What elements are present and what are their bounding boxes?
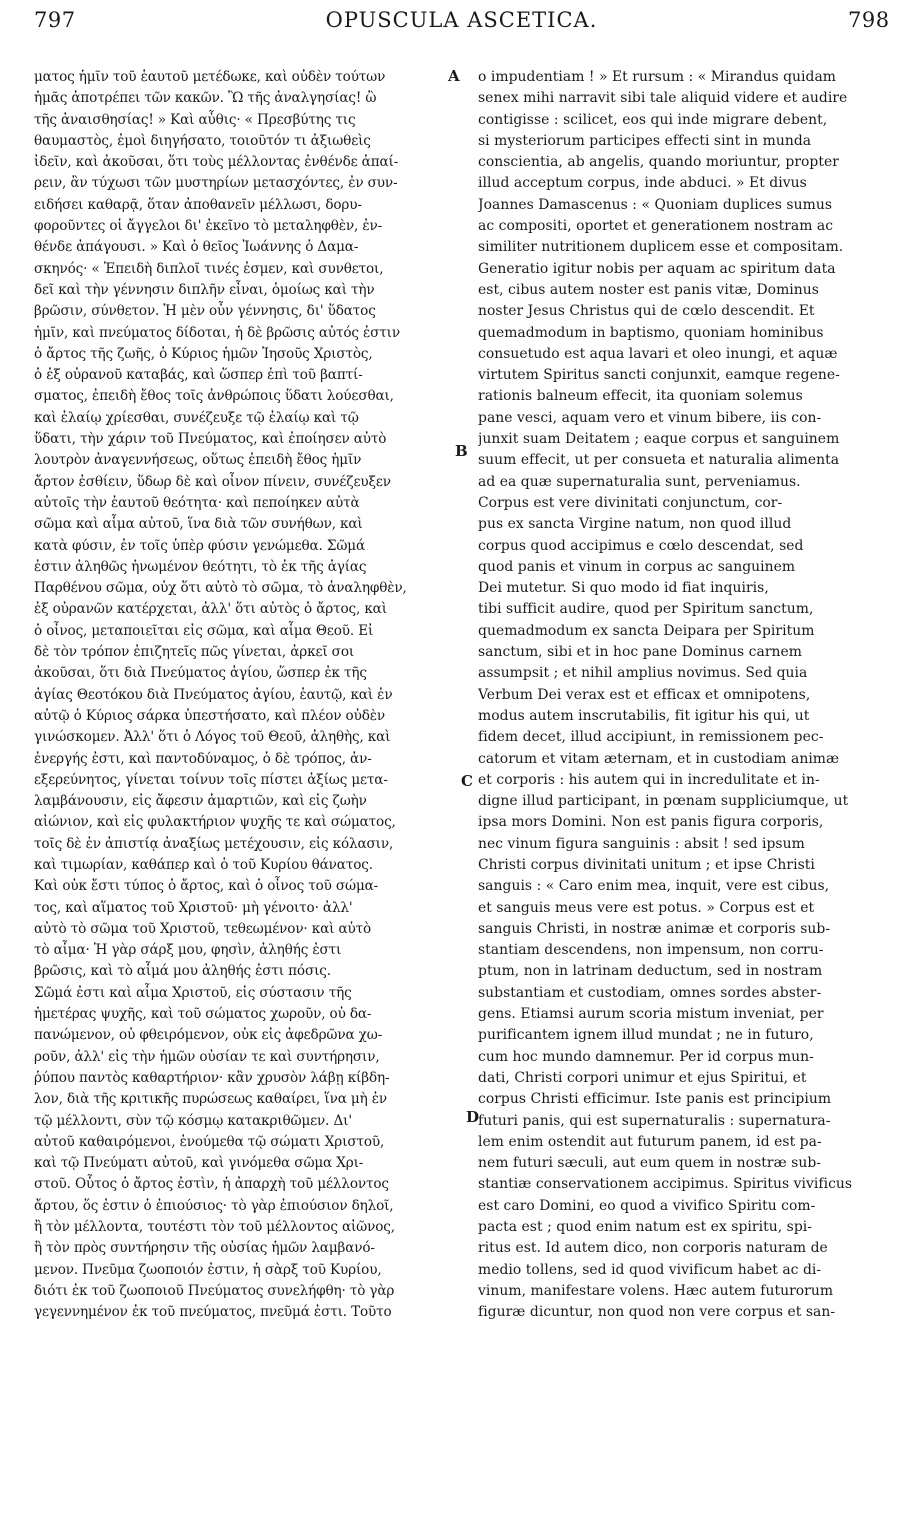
latin-text-line: Generatio igitur nobis per aquam ac spiritum data bbox=[478, 260, 836, 277]
greek-text-line: καὶ τιμωρίαν, καθάπερ καὶ ὁ τοῦ Κυρίου θάνατος. bbox=[34, 856, 373, 873]
greek-text-line: τὸ αἷμα· Ἡ γὰρ σάρξ μου, φησὶν, ἀληθής ἐστι bbox=[34, 942, 342, 959]
greek-text-line: πανώμενον, οὐ φθειρόμενον, οὐκ εἰς ἀφεδρῶνα χω- bbox=[34, 1027, 383, 1044]
latin-text-line: cum hoc mundo damnemur. Per id corpus mun- bbox=[478, 1048, 814, 1065]
latin-text-line: stantiæ conservationem accipimus. Spiritus vivificus bbox=[478, 1176, 853, 1193]
greek-text-line: λουτρὸν ἀναγεννήσεως, οὕτως ἐπειδὴ ἔθος ἡμῖν bbox=[34, 452, 362, 469]
greek-text-line: ρειν, ἂν τύχωσι τῶν μυστηρίων μετασχόντες, ἐν συν- bbox=[34, 175, 398, 192]
section-marker-a: A bbox=[448, 67, 460, 85]
greek-text-line: εξερεύνητος, γίνεται τοίνυν τοῖς πίστει ἀξίως μετα- bbox=[34, 771, 388, 788]
latin-text-line: futuri panis, qui est supernaturalis : supernatura- bbox=[478, 1112, 831, 1129]
greek-text-line: γεγεννημένον ἐκ τοῦ πνεύματος, πνεῦμά ἐστι. Τοῦτο bbox=[34, 1304, 392, 1321]
latin-text-line: similiter nutritionem duplicem esse et compositam. bbox=[478, 239, 844, 256]
greek-text-line: θαυμαστὸς, ἐμοὶ διηγήσατο, τοιοῦτόν τι ἀξιωθεὶς bbox=[34, 132, 371, 149]
latin-text-line: tibi sufficit audire, quod per Spiritum sanctum, bbox=[478, 601, 814, 618]
greek-text-line: σῶμα καὶ αἷμα αὐτοῦ, ἵνα διὰ τῶν συνήθων, καὶ bbox=[34, 516, 363, 533]
latin-text-line: si mysteriorum participes effecti sint in munda bbox=[478, 132, 812, 149]
greek-text-line: τος, καὶ αἵματος τοῦ Χριστοῦ· μὴ γένοιτο· ἀλλ' bbox=[34, 899, 353, 916]
greek-text-line: βρῶσις, καὶ τὸ αἷμά μου ἀληθής ἐστι πόσις. bbox=[34, 963, 331, 980]
latin-text-line: Dei mutetur. Si quo modo id fiat inquiris, bbox=[478, 580, 769, 597]
latin-text-line: et corporis : his autem qui in incredulitate et in- bbox=[478, 771, 820, 788]
greek-text-line: Σῶμά ἐστι καὶ αἷμα Χριστοῦ, εἰς σύστασιν τῆς bbox=[34, 984, 352, 1001]
latin-text-line: illud acceptum corpus, inde abduci. » Et divus bbox=[478, 175, 807, 192]
latin-text-line: virtutem Spiritus sancti conjunxit, eamque regene- bbox=[478, 367, 840, 384]
section-marker-c: C bbox=[461, 772, 473, 790]
page-header bbox=[0, 8, 923, 48]
greek-text-line: ἀκοῦσαι, ὅτι διὰ Πνεύματος ἁγίου, ὥσπερ ἐκ τῆς bbox=[34, 665, 367, 682]
latin-text-line: pus ex sancta Virgine natum, non quod illud bbox=[478, 516, 792, 533]
latin-text-line: assumpsit ; et nihil amplius novimus. Sed quia bbox=[478, 665, 808, 682]
latin-text-line: nem futuri sæculi, aut eum quem in nostræ sub- bbox=[478, 1155, 822, 1172]
latin-column bbox=[478, 67, 878, 1324]
greek-text-line: ὁ ἐξ οὐρανοῦ καταβάς, καὶ ὥσπερ ἐπὶ τοῦ βαπτί- bbox=[34, 367, 363, 384]
latin-text-line: Christi corpus divinitati unitum ; et ipse Christi bbox=[478, 856, 815, 873]
greek-text-line: Παρθένου σῶμα, οὐχ ὅτι αὐτὸ τὸ σῶμα, τὸ ἀναληφθὲν, bbox=[34, 580, 407, 597]
latin-text-line: nec vinum figura sanguinis : absit ! sed ipsum bbox=[478, 835, 805, 852]
greek-text-line: ἁγίας Θεοτόκου διὰ Πνεύματος ἁγίου, ἑαυτῷ, καὶ ἐν bbox=[34, 686, 393, 703]
greek-text-line: αἰώνιον, καὶ εἰς φυλακτήριον ψυχῆς τε καὶ σώματος, bbox=[34, 814, 396, 831]
greek-text-line: ἡμᾶς ἀποτρέπει τῶν κακῶν. Ὢ τῆς ἀναλγησίας! ὢ bbox=[34, 90, 377, 107]
latin-text-line: vinum, manifestare volens. Hæc autem futurorum bbox=[478, 1282, 834, 1299]
latin-text-line: ipsa mors Domini. Non est panis figura corporis, bbox=[478, 814, 824, 831]
latin-text-line: corpus Christi efficimur. Iste panis est principium bbox=[478, 1091, 832, 1108]
latin-text-line: sanguis : « Caro enim mea, inquit, vere est cibus, bbox=[478, 878, 830, 895]
latin-text-line: est, cibus autem noster est panis vitæ, Dominus bbox=[478, 281, 819, 298]
latin-text-line: senex mihi narravit sibi tale aliquid videre et audire bbox=[478, 90, 848, 107]
latin-text-line: purificantem ignem illud mundat ; ne in futuro, bbox=[478, 1027, 814, 1044]
greek-text-line: ἢ τὸν πρὸς συντήρησιν τῆς οὐσίας ἡμῶν λαμβανό- bbox=[34, 1240, 375, 1257]
latin-text-line: o impudentiam ! » Et rursum : « Mirandus quidam bbox=[478, 69, 837, 85]
latin-text-line: et sanguis meus vere est potus. » Corpus est et bbox=[478, 899, 815, 916]
latin-text-line: Corpus est vere divinitati conjunctum, cor- bbox=[478, 494, 783, 511]
latin-text-line: catorum et vitam æternam, et in custodiam animæ bbox=[478, 750, 840, 767]
greek-text-line: φοροῦντες οἱ ἄγγελοι δι' ἐκεῖνο τὸ μεταληφθὲν, ἐν- bbox=[34, 218, 383, 235]
greek-text-line: ὕδατι, τὴν χάριν τοῦ Πνεύματος, καὶ ἐποίησεν αὐτὸ bbox=[34, 431, 387, 448]
latin-text-line: suum effecit, ut per consueta et naturalia alimenta bbox=[478, 452, 840, 469]
greek-text-line: γινώσκομεν. Ἀλλ' ὅτι ὁ Λόγος τοῦ Θεοῦ, ἀληθὴς, καὶ bbox=[34, 729, 391, 746]
greek-text-line: αὐτοῖς τὴν ἑαυτοῦ θεότητα· καὶ πεποίηκεν αὐτὰ bbox=[34, 494, 360, 511]
greek-text-line: ἄρτου, ὅς ἐστιν ὁ ἐπιούσιος· τὸ γὰρ ἐπιούσιον δηλοῖ, bbox=[34, 1197, 394, 1214]
latin-text-line: quod panis et vinum in corpus ac sanguinem bbox=[478, 558, 796, 575]
greek-text-line: τοῖς δὲ ἐν ἀπιστίᾳ ἀναξίως μετέχουσιν, εἰς κόλασιν, bbox=[34, 835, 394, 852]
greek-text-line: αὐτοῦ καθαιρόμενοι, ἑνούμεθα τῷ σώματι Χριστοῦ, bbox=[34, 1133, 385, 1150]
latin-text-line: figuræ dicuntur, non quod non vere corpus et san- bbox=[478, 1304, 836, 1321]
greek-text-line: ἐνεργής ἐστι, καὶ παντοδύναμος, ὁ δὲ τρόπος, ἀν- bbox=[34, 750, 372, 767]
greek-text-line: ἡμῖν, καὶ πνεύματος δίδοται, ἡ δὲ βρῶσις αὐτός ἐστιν bbox=[34, 324, 400, 341]
greek-text-line: αὐτῷ ὁ Κύριος σάρκα ὑπεστήσατο, καὶ πλέον οὐδὲν bbox=[34, 707, 386, 724]
greek-text-line: καὶ τῷ Πνεύματι αὐτοῦ, καὶ γινόμεθα σῶμα Χρι- bbox=[34, 1155, 364, 1172]
greek-text-line: θένδε ἀπάγουσι. » Καὶ ὁ θεῖος Ἰωάννης ὁ Δαμα- bbox=[34, 239, 359, 256]
latin-text-line: pane vesci, aquam vero et vinum bibere, iis con- bbox=[478, 409, 822, 426]
latin-text-line: corpus quod accipimus e cœlo descendat, sed bbox=[478, 537, 804, 554]
latin-text-line: est caro Domini, eo quod a vivifico Spiritu com- bbox=[478, 1197, 816, 1214]
latin-text-line: medio tollens, sed id quod vivificum habet ac di- bbox=[478, 1261, 822, 1278]
greek-text-line: κατὰ φύσιν, ἐν τοῖς ὑπὲρ φύσιν γενώμεθα. Σῶμά bbox=[34, 537, 365, 554]
greek-text-line: ἐστιν ἀληθῶς ἡνωμένον θεότητι, τὸ ἐκ τῆς ἁγίας bbox=[34, 558, 367, 575]
latin-text-line: consuetudo est aqua lavari et oleo inungi, et aquæ bbox=[478, 345, 838, 362]
greek-text-line: λαμβάνουσιν, εἰς ἄφεσιν ἁμαρτιῶν, καὶ εἰς ζωὴν bbox=[34, 793, 367, 810]
greek-text-line: ματος ἡμῖν τοῦ ἑαυτοῦ μετέδωκε, καὶ οὐδὲν τούτων bbox=[34, 69, 386, 85]
greek-text-line: καὶ ἐλαίῳ χρίεσθαι, συνέζευξε τῷ ἐλαίῳ καὶ τῷ bbox=[34, 409, 359, 426]
latin-text-line: sanctum, sibi et in hoc pane Dominus carnem bbox=[478, 644, 803, 661]
greek-text-line: ειδήσει καθαρᾷ, ὅταν ἀποθανεῖν μέλλωσι, δορυ- bbox=[34, 196, 362, 213]
greek-text-line: ἐξ οὐρανῶν κατέρχεται, ἀλλ' ὅτι αὐτὸς ὁ ἄρτος, καὶ bbox=[34, 601, 387, 618]
greek-text-line: ἰδεῖν, καὶ ἀκοῦσαι, ὅτι τοὺς μέλλοντας ἐνθένδε ἀπαί- bbox=[34, 154, 399, 171]
greek-text-line: ἄρτον ἐσθίειν, ὕδωρ δὲ καὶ οἶνον πίνειν, συνέζευξεν bbox=[34, 473, 391, 490]
latin-text-line: noster Jesus Christus qui de cœlo descendit. Et bbox=[478, 303, 815, 320]
latin-text-line: ad ea quæ supernaturalia sunt, perveniamus. bbox=[478, 473, 801, 490]
greek-text-line: τῆς ἀναισθησίας! » Καὶ αὖθις· « Πρεσβύτης τις bbox=[34, 111, 356, 128]
latin-text-line: ac compositi, oportet et generationem nostram ac bbox=[478, 218, 834, 235]
latin-text-line: rationis balneum effecit, ita quoniam solemus bbox=[478, 388, 803, 405]
latin-text-line: gens. Etiamsi aurum scoria mistum inveniat, per bbox=[478, 1006, 824, 1023]
latin-text-line: lem enim ostendit aut futurum panem, id est pa- bbox=[478, 1133, 822, 1150]
greek-text-line: μενον. Πνεῦμα ζωοποιόν ἐστιν, ἡ σὰρξ τοῦ Κυρίου, bbox=[34, 1261, 382, 1278]
latin-text-line: quemadmodum in baptismo, quoniam hominibus bbox=[478, 324, 824, 341]
greek-text-line: σκηνός· « Ἐπειδὴ διπλοῖ τινές ἐσμεν, καὶ συνθετοι, bbox=[34, 260, 384, 277]
greek-text-line: λον, διὰ τῆς κριτικῆς πυρώσεως καθαίρει, ἵνα μὴ ἐν bbox=[34, 1091, 388, 1108]
greek-text-line: δὲ τὸν τρόπον ἐπιζητεῖς πῶς γίνεται, ἀρκεῖ σοι bbox=[34, 644, 355, 661]
latin-text-line: quemadmodum ex sancta Deipara per Spiritum bbox=[478, 622, 815, 639]
greek-text-line: ῥύπου παντὸς καθαρτήριον· κἂν χρυσὸν λάβῃ κίβδη- bbox=[34, 1069, 390, 1086]
greek-column bbox=[34, 67, 460, 1324]
latin-text-line: substantiam et custodiam, omnes sordes abster- bbox=[478, 984, 822, 1001]
greek-text-line: ἢ τὸν μέλλοντα, τουτέστι τὸν τοῦ μέλλοντος αἰῶνος, bbox=[34, 1219, 395, 1236]
greek-text-line: ἡμετέρας ψυχῆς, καὶ τοῦ σώματος χωροῦν, οὐ δα- bbox=[34, 1006, 372, 1023]
left-page-number: 797 bbox=[34, 8, 76, 32]
greek-text-line: Καὶ οὐκ ἔστι τύπος ὁ ἄρτος, καὶ ὁ οἶνος τοῦ σώμα- bbox=[34, 878, 379, 895]
greek-text-line: ὁ οἶνος, μεταποιεῖται εἰς σῶμα, καὶ αἷμα Θεοῦ. Εἰ bbox=[34, 622, 374, 639]
section-marker-b: B bbox=[455, 442, 468, 460]
latin-text-line: junxit suam Deitatem ; eaque corpus et sanguinem bbox=[478, 431, 840, 448]
running-title: OPUSCULA ASCETICA. bbox=[325, 8, 598, 32]
greek-text-line: ὁ ἄρτος τῆς ζωῆς, ὁ Κύριος ἡμῶν Ἰησοῦς Χριστὸς, bbox=[34, 345, 373, 362]
latin-text-line: conscientia, ab angelis, quando moriuntur, propter bbox=[478, 154, 839, 171]
latin-text-line: Verbum Dei verax est et efficax et omnipotens, bbox=[478, 686, 811, 703]
greek-text-line: βρῶσιν, σύνθετον. Ἡ μὲν οὖν γέννησις, δι' ὕδατος bbox=[34, 303, 376, 320]
latin-text-line: Joannes Damascenus : « Quoniam duplices sumus bbox=[478, 196, 832, 213]
greek-text-line: ροῦν, ἀλλ' εἰς τὴν ἡμῶν οὐσίαν τε καὶ συντήρησιν, bbox=[34, 1048, 380, 1065]
latin-text-line: modus autem inscrutabilis, fit igitur his qui, ut bbox=[478, 707, 810, 724]
greek-text-line: τῷ μέλλοντι, σὺν τῷ κόσμῳ κατακριθῶμεν. Δι' bbox=[34, 1112, 352, 1129]
right-page-number: 798 bbox=[848, 8, 890, 32]
latin-text-line: stantiam descendens, non impensum, non corru- bbox=[478, 942, 824, 959]
latin-text-line: fidem decet, illud accipiunt, in remissionem pec- bbox=[478, 729, 824, 746]
latin-text-line: pacta est ; quod enim natum est ex spiritu, spi- bbox=[478, 1219, 812, 1236]
latin-text-line: dati, Christi corpori unimur et ejus Spiritui, et bbox=[478, 1069, 807, 1086]
latin-text-line: sanguis Christi, in nostræ animæ et corporis sub- bbox=[478, 920, 831, 937]
latin-text-line: digne illud participant, in pœnam suppliciumque, ut bbox=[478, 793, 849, 810]
greek-text-line: δεῖ καὶ τὴν γέννησιν διπλῆν εἶναι, ὁμοίως καὶ τὴν bbox=[34, 281, 375, 298]
latin-text-line: ptum, non in latrinam deductum, sed in nostram bbox=[478, 963, 823, 980]
section-marker-d: D bbox=[466, 1108, 480, 1126]
latin-text-line: contigisse : scilicet, eos qui inde migrare debent, bbox=[478, 111, 828, 128]
greek-text-line: διότι ἐκ τοῦ ζωοποιοῦ Πνεύματος συνελήφθη· τὸ γὰρ bbox=[34, 1282, 395, 1299]
greek-text-line: αὐτὸ τὸ σῶμα τοῦ Χριστοῦ, τεθεωμένον· καὶ αὐτὸ bbox=[34, 920, 372, 937]
greek-text-line: στοῦ. Οὗτος ὁ ἄρτος ἐστὶν, ἡ ἀπαρχὴ τοῦ μέλλοντος bbox=[34, 1176, 389, 1193]
latin-text-line: ritus est. Id autem dico, non corporis naturam de bbox=[478, 1240, 828, 1257]
greek-text-line: σματος, ἐπειδὴ ἔθος τοῖς ἀνθρώποις ὕδατι λούεσθαι, bbox=[34, 388, 394, 405]
